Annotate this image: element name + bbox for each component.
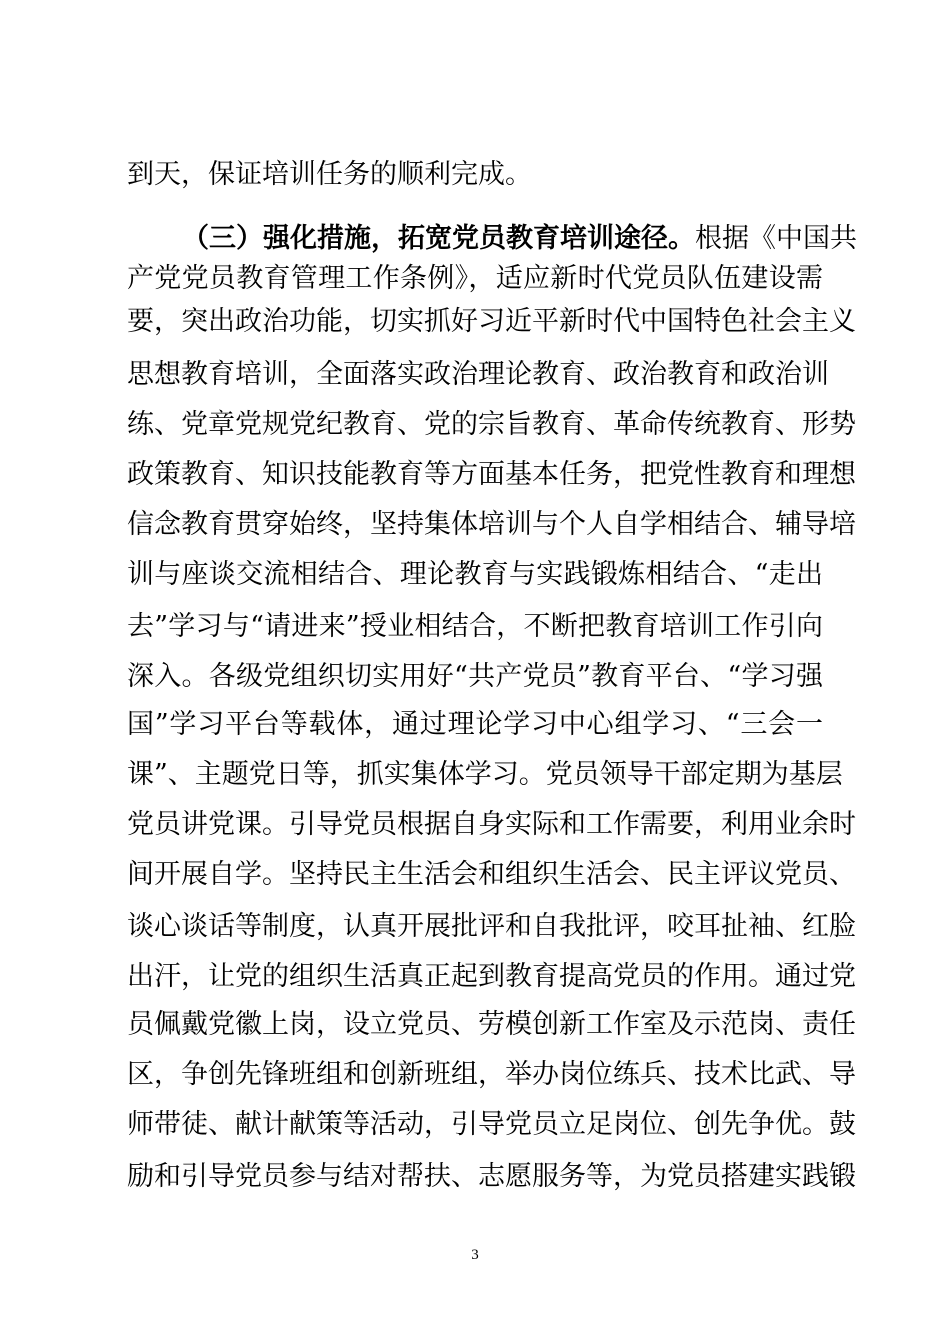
text-line	[127, 855, 856, 895]
text-line	[127, 607, 823, 647]
line-text: 间开展自学。坚持民主生活会和组织生活会、民主评议党员、	[127, 859, 856, 890]
text-line	[127, 705, 823, 745]
line-text: 要，突出政治功能，切实抓好习近平新时代中国特色社会主义	[127, 306, 856, 337]
text-line	[127, 1055, 856, 1095]
line-text: 党员讲党课。引导党员根据自身实际和工作需要，利用业余时	[127, 809, 856, 840]
line-text: 员佩戴党徽上岗，设立党员、劳模创新工作室及示范岗、责任	[127, 1009, 856, 1040]
line-text: 励和引导党员参与结对帮扶、志愿服务等，为党员搭建实践锻	[127, 1161, 856, 1192]
text-line	[127, 805, 856, 845]
text-line	[127, 755, 843, 795]
text-line	[127, 1157, 856, 1197]
line-text: 深入。各级党组织切实用好“共产党员”教育平台、“学习强	[127, 661, 823, 692]
text-line	[127, 259, 823, 299]
text-line	[127, 302, 856, 342]
line-text: 练、党章党规党纪教育、党的宗旨教育、革命传统教育、形势	[127, 409, 856, 440]
line-text: 到天，保证培训任务的顺利完成。	[127, 159, 532, 190]
line-text: 区，争创先锋班组和创新班组，举办岗位练兵、技术比武、导	[127, 1059, 856, 1090]
line-text: 产党党员教育管理工作条例》，适应新时代党员队伍建设需	[127, 263, 823, 294]
line-text: 政策教育、知识技能教育等方面基本任务，把党性教育和理想	[127, 459, 856, 490]
line-text: 思想教育培训，全面落实政治理论教育、政治教育和政治训	[127, 359, 829, 390]
section-heading: （三）强化措施，拓宽党员教育培训途径。	[182, 223, 695, 254]
line-text: 根据《中国共	[695, 223, 857, 254]
line-text: 去”学习与“请进来”授业相结合，不断把教育培训工作引向	[127, 611, 823, 642]
text-line	[127, 505, 856, 545]
text-line	[127, 657, 823, 697]
section-heading-line	[182, 219, 857, 259]
line-text: 训与座谈交流相结合、理论教育与实践锻炼相结合、“走出	[127, 559, 823, 590]
text-line	[127, 1105, 856, 1145]
text-line	[127, 405, 856, 445]
text-line	[127, 355, 829, 395]
line-text: 师带徒、献计献策等活动，引导党员立足岗位、创先争优。鼓	[127, 1109, 856, 1140]
text-line	[127, 455, 856, 495]
text-line	[127, 907, 856, 947]
text-line	[127, 1005, 856, 1045]
line-text: 谈心谈话等制度，认真开展批评和自我批评，咬耳扯袖、红脸	[127, 911, 856, 942]
text-line	[127, 957, 856, 997]
line-text: 国”学习平台等载体，通过理论学习中心组学习、“三会一	[127, 709, 823, 740]
line-text: 课”、主题党日等，抓实集体学习。党员领导干部定期为基层	[127, 759, 843, 790]
text-line	[127, 555, 823, 595]
text-line	[127, 155, 823, 195]
line-text: 出汗，让党的组织生活真正起到教育提高党员的作用。通过党	[127, 961, 856, 992]
page-number: 3	[471, 1247, 479, 1263]
line-text: 信念教育贯穿始终，坚持集体培训与个人自学相结合、辅导培	[127, 509, 856, 540]
